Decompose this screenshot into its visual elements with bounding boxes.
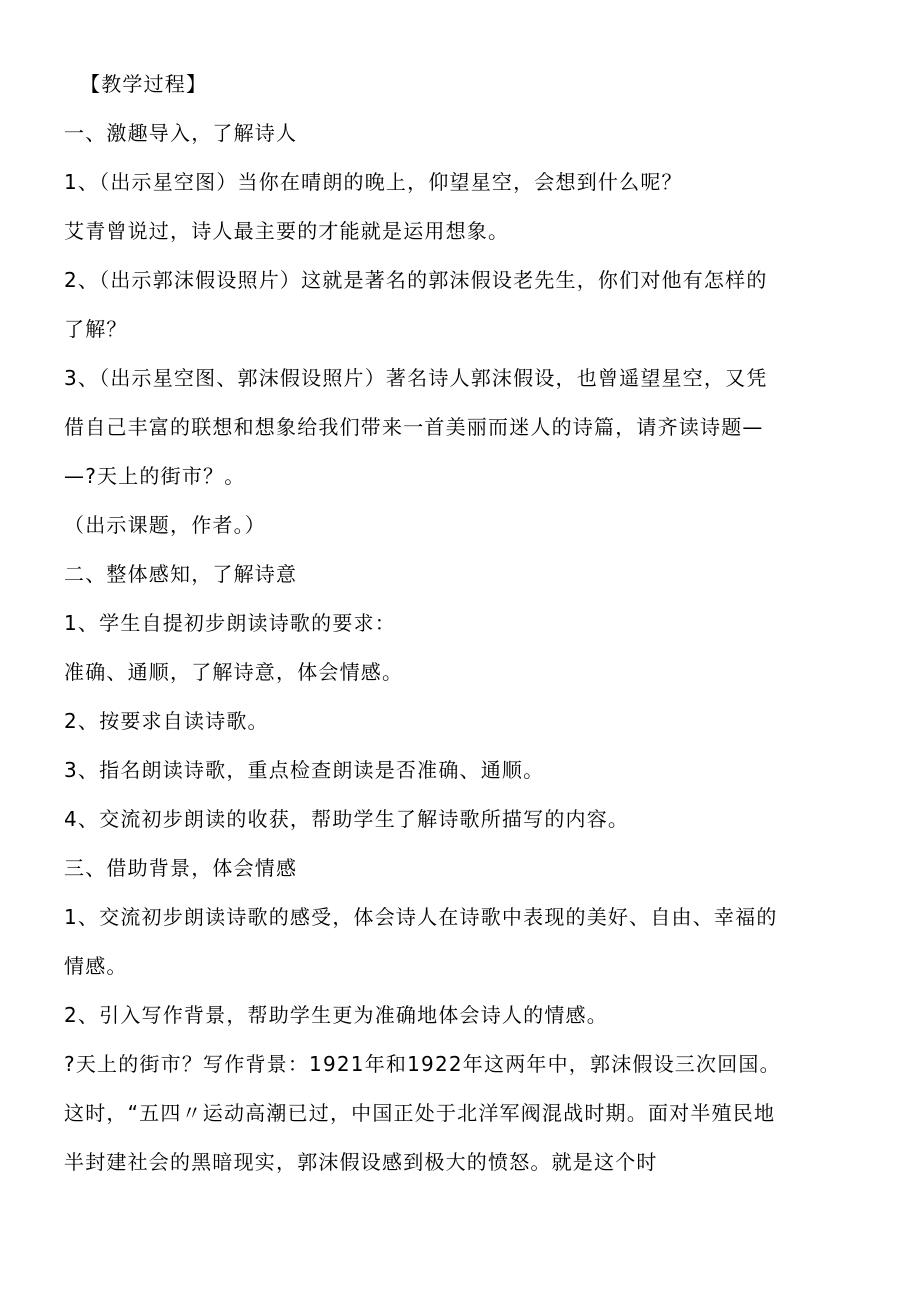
paragraph-line: 1、交流初步朗读诗歌的感受，体会诗人在诗歌中表现的美好、自由、幸福的 — [64, 905, 778, 929]
heading-part-2: 二、整体感知，了解诗意 — [64, 562, 298, 586]
paragraph-line: 了解？ — [64, 317, 128, 341]
paragraph-line: 2、引入写作背景，帮助学生更为准确地体会诗人的情感。 — [64, 1003, 608, 1027]
paragraph-line: —?天上的街市？。 — [64, 464, 246, 488]
paragraph-line: 准确、通顺，了解诗意，体会情感。 — [64, 660, 404, 684]
section-heading-teaching-process: 【教学过程】 — [80, 72, 208, 96]
paragraph-line: 借自己丰富的联想和想象给我们带来一首美丽而迷人的诗篇，请齐读诗题— — [64, 415, 764, 439]
paragraph-line: 2、按要求自读诗歌。 — [64, 709, 269, 733]
paragraph-line: 1、学生自提初步朗读诗歌的要求： — [64, 611, 396, 635]
paragraph-line: 半封建社会的黑暗现实，郭沫假设感到极大的愤怒。就是这个时 — [64, 1150, 658, 1174]
paragraph-line: 这时，“五四〃运动高潮已过，中国正处于北洋军阀混战时期。面对半殖民地 — [64, 1101, 776, 1125]
paragraph-line: （出示课题，作者。） — [64, 513, 266, 537]
heading-part-3: 三、借助背景，体会情感 — [64, 856, 298, 880]
paragraph-line: ?天上的街市？写作背景：1921年和1922年这两年中，郭沫假设三次回国。 — [64, 1052, 781, 1076]
paragraph-line: 4、交流初步朗读的收获，帮助学生了解诗歌所描写的内容。 — [64, 807, 630, 831]
heading-part-1: 一、激趣导入，了解诗人 — [64, 121, 298, 145]
paragraph-line: 情感。 — [64, 954, 128, 978]
paragraph-line: 2、（出示郭沫假设照片）这就是著名的郭沫假设老先生，你们对他有怎样的 — [64, 268, 768, 292]
paragraph-line: 3、指名朗读诗歌，重点检查朗读是否准确、通顺。 — [64, 758, 545, 782]
paragraph-line: 艾青曾说过，诗人最主要的才能就是运用想象。 — [64, 219, 510, 243]
paragraph-line: 1、（出示星空图）当你在晴朗的晚上，仰望星空，会想到什么呢？ — [64, 170, 683, 194]
paragraph-line: 3、（出示星空图、郭沫假设照片）著名诗人郭沫假设，也曾遥望星空，又凭 — [64, 366, 768, 390]
